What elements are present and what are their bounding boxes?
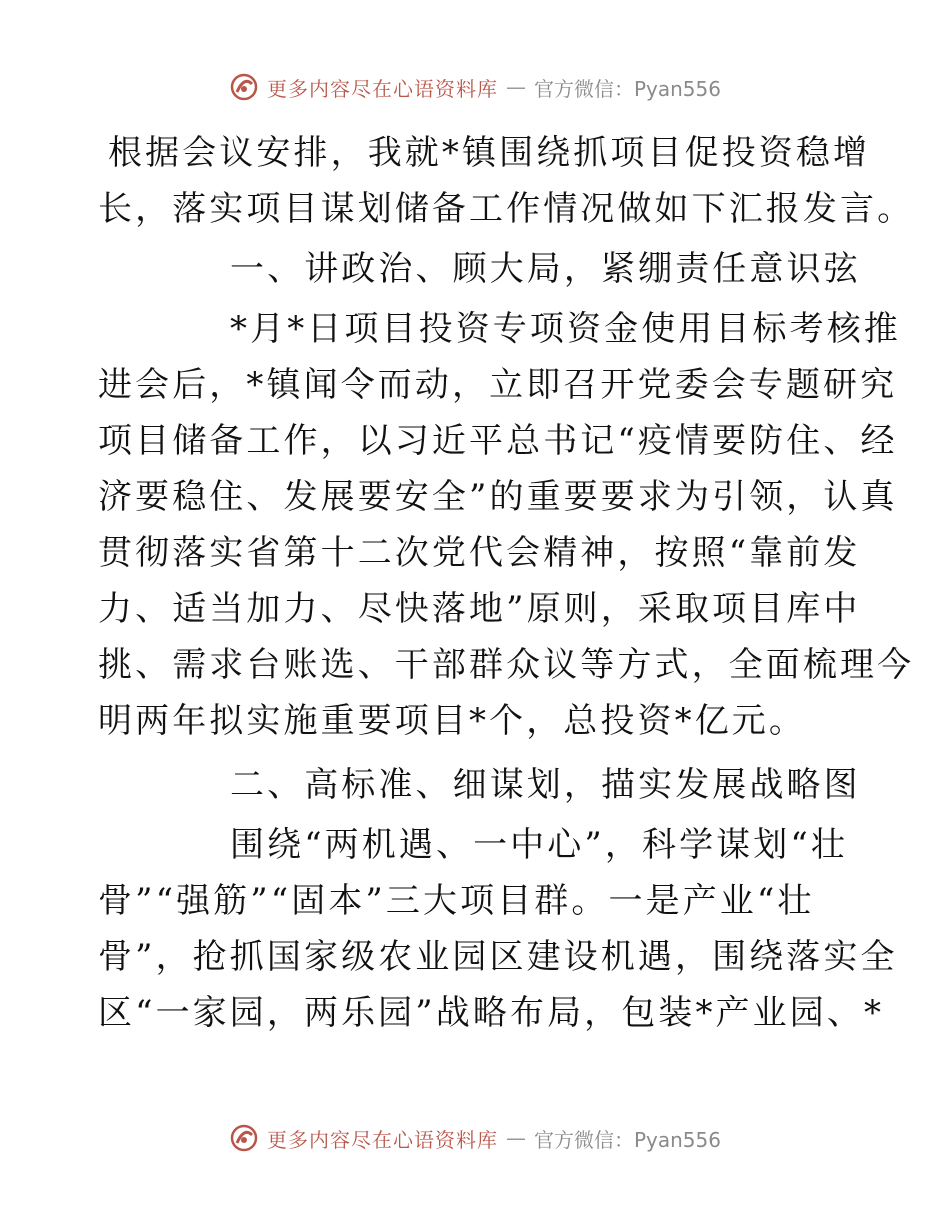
watermark-dash: — (505, 1126, 526, 1150)
footer-watermark (0, 1123, 950, 1153)
section-heading-1: 一、讲政治、顾大局，紧绷责任意识弦 (230, 249, 861, 289)
watermark-official-text: 官方微信：Pyan556 (533, 1127, 721, 1152)
paragraph-line: 项目储备工作，以习近平总书记“疫情要防住、经 (98, 421, 898, 461)
watermark-dash: — (505, 75, 526, 99)
paragraph-line: 明两年拟实施重要项目*个，总投资*亿元。 (98, 701, 806, 741)
paragraph-line: 长，落实项目谋划储备工作情况做如下汇报发言。 (98, 189, 915, 229)
document-body (98, 125, 915, 1041)
paragraph-line: 进会后，*镇闻令而动，立即召开党委会专题研究 (98, 365, 898, 405)
watermark-site-text: 更多内容尽在心语资料库 (266, 1127, 498, 1152)
header-watermark (0, 72, 950, 102)
red-circle-logo-icon (229, 1123, 259, 1153)
paragraph-line: 骨”“强筋”“固本”三大项目群。一是产业“壮 (98, 881, 815, 921)
paragraph-line: 根据会议安排，我就*镇围绕抓项目促投资稳增 (108, 133, 871, 173)
watermark-official-text: 官方微信：Pyan556 (533, 76, 721, 101)
paragraph-line: 济要稳住、发展要安全”的重要要求为引领，认真 (98, 477, 898, 517)
paragraph-line: *月*日项目投资专项资金使用目标考核推 (230, 309, 901, 349)
paragraph-line: 挑、需求台账选、干部群众议等方式，全面梳理今 (98, 645, 915, 685)
paragraph-line: 围绕“两机遇、一中心”，科学谋划“壮 (230, 825, 848, 865)
watermark-site-text: 更多内容尽在心语资料库 (266, 76, 498, 101)
paragraph-line: 区“一家园，两乐园”战略布局，包装*产业园、* (98, 993, 885, 1033)
paragraph-line: 力、适当加力、尽快落地”原则，采取项目库中 (98, 589, 861, 629)
paragraph-line: 骨”，抢抓国家级农业园区建设机遇，围绕落实全 (98, 937, 898, 977)
paragraph-line: 贯彻落实省第十二次党代会精神，按照“靠前发 (98, 533, 861, 573)
red-circle-logo-icon (229, 72, 259, 102)
section-heading-2: 二、高标准、细谋划，描实发展战略图 (230, 765, 861, 805)
